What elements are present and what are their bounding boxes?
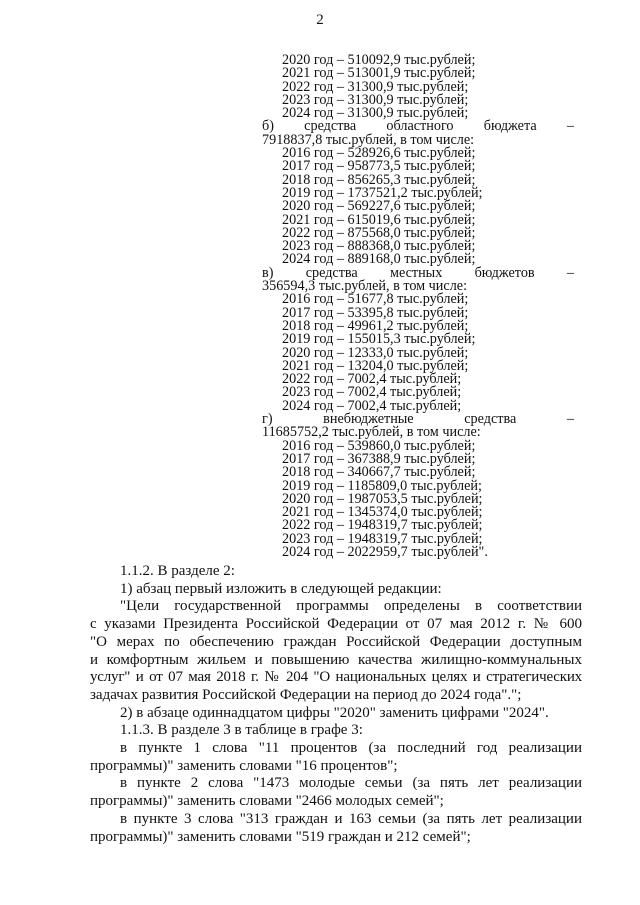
heading-word: –	[566, 264, 574, 281]
year-line: 2024 год – 7002,4 тыс.рублей;	[282, 397, 462, 414]
year-line: 2021 год – 513001,9 тыс.рублей;	[282, 65, 476, 82]
year-line: 2020 год – 510092,9 тыс.рублей;	[282, 52, 476, 68]
item-1: 1) абзац первый изложить в следующей редакции:	[120, 580, 442, 597]
body-text	[90, 563, 582, 846]
year-line: 2019 год – 155015,3 тыс.рублей;	[282, 331, 476, 348]
year-line: 2021 год – 615019,6 тыс.рублей;	[282, 211, 476, 228]
heading-word: бюджета	[483, 118, 537, 135]
year-line: 2016 год – 528926,6 тыс.рублей;	[282, 145, 476, 162]
point-2-line-1: в пункте 2 слова "1473 молодые семьи (за пять лет реализации	[120, 775, 582, 792]
year-line: 2020 год – 1987053,5 тыс.рублей;	[282, 490, 483, 507]
page-number: 2	[316, 12, 324, 28]
quote-line-3: "О мерах по обеспечению граждан Российской Федерации доступным	[90, 633, 582, 650]
year-line: 2017 год – 958773,5 тыс.рублей;	[282, 158, 476, 175]
year-line: 2017 год – 367388,9 тыс.рублей;	[282, 450, 476, 467]
heading-word: –	[566, 411, 574, 428]
year-line: 2023 год – 31300,9 тыс.рублей;	[282, 91, 469, 108]
quote-line-5: услуг" и от 07 мая 2018 г. № 204 "О национальных целях и стратегических	[90, 669, 582, 686]
quote-line-4: и комфортным жильем и повышению качества жилищно-коммунальных	[90, 651, 582, 668]
year-line: 2020 год – 569227,6 тыс.рублей;	[282, 198, 476, 215]
point-1-line-2: программы)" заменить словами "16 процентов";	[90, 757, 398, 774]
item-2: 2) в абзаце одиннадцатом цифры "2020" заменить цифрами "2024".	[120, 704, 549, 721]
year-line: 2022 год – 1948319,7 тыс.рублей;	[282, 517, 483, 534]
group-d-continuation: 11685752,2 тыс.рублей, в том числе:	[262, 424, 481, 441]
heading-word: бюджетов	[474, 264, 535, 281]
group-b-years	[262, 147, 574, 267]
group-d-years	[262, 437, 574, 560]
year-line: 2024 год – 2022959,7 тыс.рублей".	[282, 543, 488, 560]
year-line: 2023 год – 7002,4 тыс.рублей;	[282, 384, 462, 401]
quote-line-2: с указами Президента Российской Федерации от 07 мая 2012 г. № 600	[90, 616, 582, 633]
group-a-years	[262, 54, 574, 120]
year-line: 2019 год – 1185809,0 тыс.рублей;	[282, 477, 482, 494]
point-1-line-1: в пункте 1 слова "11 процентов (за последний год реализации	[120, 740, 582, 757]
group-c-years	[262, 293, 574, 413]
heading-word: внебюджетные	[323, 411, 414, 428]
heading-word: областного	[386, 118, 454, 135]
heading-word: средства	[304, 118, 357, 135]
year-line: 2018 год – 49961,2 тыс.рублей;	[282, 317, 469, 334]
year-line: 2017 год – 53395,8 тыс.рублей;	[282, 304, 469, 321]
year-line: 2022 год – 875568,0 тыс.рублей;	[282, 224, 476, 241]
point-3-line-2: программы)" заменить словами "519 граждан и 212 семей";	[90, 828, 471, 845]
quote-line-1: "Цели государственной программы определены в соответствии	[120, 598, 582, 615]
year-line: 2023 год – 1948319,7 тыс.рублей;	[282, 530, 483, 547]
year-line: 2021 год – 1345374,0 тыс.рублей;	[282, 504, 483, 521]
year-line: 2022 год – 7002,4 тыс.рублей;	[282, 371, 462, 388]
heading-word: местных	[389, 264, 443, 281]
year-line: 2024 год – 31300,9 тыс.рублей;	[282, 105, 469, 122]
year-line: 2022 год – 31300,9 тыс.рублей;	[282, 78, 469, 95]
heading-word: б)	[262, 118, 274, 135]
year-line: 2018 год – 856265,3 тыс.рублей;	[282, 171, 476, 188]
group-b-continuation: 7918837,8 тыс.рублей, в том числе:	[262, 131, 475, 148]
year-line: 2016 год – 51677,8 тыс.рублей;	[282, 291, 469, 308]
year-line: 2023 год – 888368,0 тыс.рублей;	[282, 238, 476, 255]
heading-word: в)	[262, 264, 274, 281]
heading-word: средства	[305, 264, 358, 281]
year-line: 2020 год – 12333,0 тыс.рублей;	[282, 344, 469, 361]
year-line: 2024 год – 889168,0 тыс.рублей;	[282, 251, 476, 268]
funding-column	[262, 54, 574, 559]
year-line: 2016 год – 539860,0 тыс.рублей;	[282, 437, 476, 454]
year-line: 2018 год – 340667,7 тыс.рублей;	[282, 464, 476, 481]
point-3-line-1: в пункте 3 слова "313 граждан и 163 семьи (за пять лет реализации	[120, 810, 582, 827]
point-2-line-2: программы)" заменить словами "2466 молодых семей";	[90, 793, 444, 810]
section-heading-1-1-3: 1.1.3. В разделе 3 в таблице в графе 3:	[120, 722, 363, 739]
year-line: 2021 год – 13204,0 тыс.рублей;	[282, 357, 469, 374]
heading-word: средства	[464, 411, 517, 428]
quote-line-6: задачах развития Российской Федерации на период до 2024 года".";	[90, 686, 522, 703]
group-c-continuation: 356594,3 тыс.рублей, в том числе:	[262, 278, 468, 295]
heading-word: г)	[262, 411, 273, 428]
heading-word: –	[566, 118, 574, 135]
year-line: 2019 год – 1737521,2 тыс.рублей;	[282, 184, 483, 201]
section-heading-1-1-2: 1.1.2. В разделе 2:	[120, 563, 235, 579]
